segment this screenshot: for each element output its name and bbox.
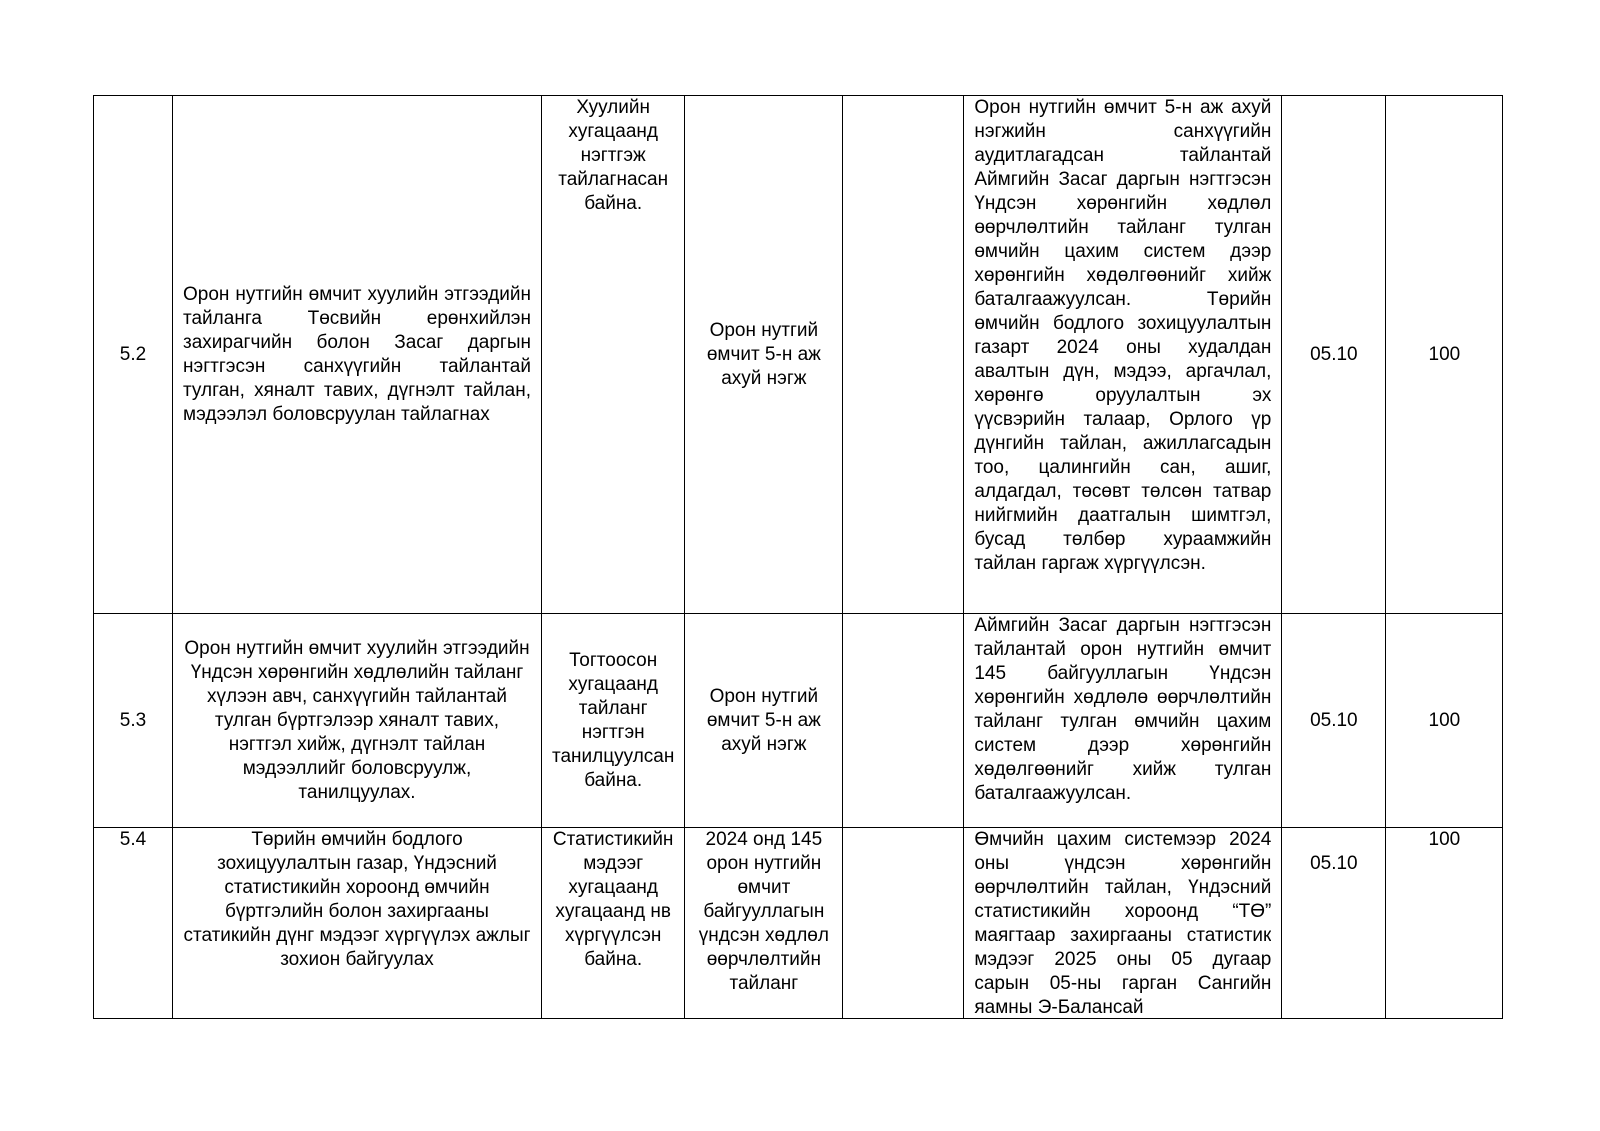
- responsible-cell: [685, 96, 843, 614]
- result-text: Өмчийн цахим системээр 2024 оны үндсэн хөрөнгийн өөрчлөлтийн тайлан, Үндэсний статистикийн хороонд “ТӨ” маягтаар захиргааны статистик мэдээг 2025 оны 05 дугаар сарын 05-ны гарган Сангийн яамны Э-Балансай: [974, 829, 1272, 1018]
- row-number-text: 5.4: [119, 829, 147, 850]
- date-text: 05.10: [1310, 709, 1358, 731]
- table-row: [94, 614, 1503, 828]
- result-text: Аймгийн Засаг даргын нэгтгэсэн тайлантай орон нутгийн өмчит 145 байгууллагын Үндсэн хөрөнгийн хөдлөлө өөрчлөлтийн тайланг тулган өмчийн цахим систем дээр хөрөнгийн хөдөлгөөнийг хийж тулган баталгаажуулсан.: [974, 615, 1272, 804]
- empty-cell: [843, 614, 964, 828]
- report-table: [93, 95, 1503, 1019]
- criteria-cell: [542, 614, 685, 828]
- task-text: Орон нутгийн өмчит хуулийн этгээдийн тайланга Төсвийн ерөнхийлэн захирагчийн болон Засаг даргын нэгтгэсэн санхүүгийн тайлантай тулган, хяналт тавих, дүгнэлт тайлан, мэдээлэл боловсруулан тайлагнах: [183, 283, 531, 425]
- result-text: Орон нутгийн өмчит 5-н аж ахуй нэгжийн санхүүгийн аудитлагадсан тайлантай Аймгийн Засаг даргын нэгтгэсэн Үндсэн хөрөнгийн хөдлөл өөрчлөлтийн тайланг тулган өмчийн цахим систем дээр хөрөнгийн хөдөлгөөнийг хийж баталгаажуулсан. Төрийн өмчийн бодлого зохицуулалтын газарт 2024 оны худалдан авалтын дүн, мэдээ, аргачлал, хөрөнгө оруулалтын эх үүсвэрийн талаар, Орлого үр дүнгийн тайлан, ажиллагсадын тоо, цалингийн сан, ашиг, алдагдал, төсөвт төлсөн татвар нийгмийн даатгалын шимтгэл, бусад төлбөр хураамжийн тайлан гаргаж хүргүүлсэн.: [974, 97, 1272, 574]
- empty-cell: [843, 96, 964, 614]
- criteria-text: Статистикийн мэдээг хугацаанд хугацаанд нв хүргүүлсэн байна.: [552, 829, 674, 970]
- responsible-text: Орон нутгий өмчит 5-н аж ахуй нэгж: [706, 685, 821, 755]
- row-number: [94, 614, 173, 828]
- criteria-cell: [542, 828, 685, 1019]
- date-cell: [1282, 96, 1386, 614]
- date-text: 05.10: [1310, 343, 1358, 365]
- responsible-cell: [685, 614, 843, 828]
- result-clip: [974, 828, 1271, 1018]
- percent-text: 100: [1428, 343, 1461, 365]
- table-row: [94, 96, 1503, 614]
- criteria-text: Хуулийн хугацаанд нэгтгэж тайлагнасан байна.: [558, 97, 669, 214]
- task-cell: [173, 96, 542, 614]
- row-number-text: 5.3: [119, 709, 147, 731]
- percent-text: 100: [1428, 709, 1461, 731]
- task-cell: [173, 614, 542, 828]
- task-text: Төрийн өмчийн бодлого зохицуулалтын газар, Үндэсний статистикийн хороонд өмчийн бүртгэлийн болон захиргааны статикийн дүнг мэдээг хүргүүлэх ажлыг зохион байгуулах: [183, 829, 531, 970]
- task-text: Орон нутгийн өмчит хуулийн этгээдийн Үндсэн хөрөнгийн хөдлөлийн тайланг хүлээн авч, санхүүгийн тайлантай тулган бүртгэлээр хяналт тавих, нэгтгэл хийж, дүгнэлт тайлан мэдээллийг боловсруулж, танилцуулах.: [184, 637, 530, 803]
- row-number: [94, 96, 173, 614]
- result-cell: [964, 614, 1282, 828]
- result-cell: [964, 96, 1282, 614]
- criteria-text: Тогтоосон хугацаанд тайланг нэгтгэн танилцуулсан байна.: [552, 649, 675, 791]
- result-cell: [964, 828, 1282, 1019]
- table-row: [94, 828, 1503, 1019]
- percent-cell: [1386, 614, 1503, 828]
- date-text: 05.10: [1310, 853, 1358, 874]
- row-number: [94, 828, 173, 1019]
- responsible-clip: [695, 828, 832, 1018]
- percent-text: 100: [1428, 829, 1461, 850]
- task-cell: [173, 828, 542, 1019]
- responsible-text: Орон нутгий өмчит 5-н аж ахуй нэгж: [706, 319, 821, 389]
- date-cell: [1282, 614, 1386, 828]
- responsible-cell: [685, 828, 843, 1019]
- date-cell: [1282, 828, 1386, 1019]
- percent-cell: [1386, 828, 1503, 1019]
- responsible-text: 2024 онд 145 орон нутгийн өмчит байгууллагын үндсэн хөдлөл өөрчлөлтийн тайланг: [698, 829, 829, 994]
- empty-cell: [843, 828, 964, 1019]
- criteria-cell: [542, 96, 685, 614]
- percent-cell: [1386, 96, 1503, 614]
- row-number-text: 5.2: [119, 343, 147, 365]
